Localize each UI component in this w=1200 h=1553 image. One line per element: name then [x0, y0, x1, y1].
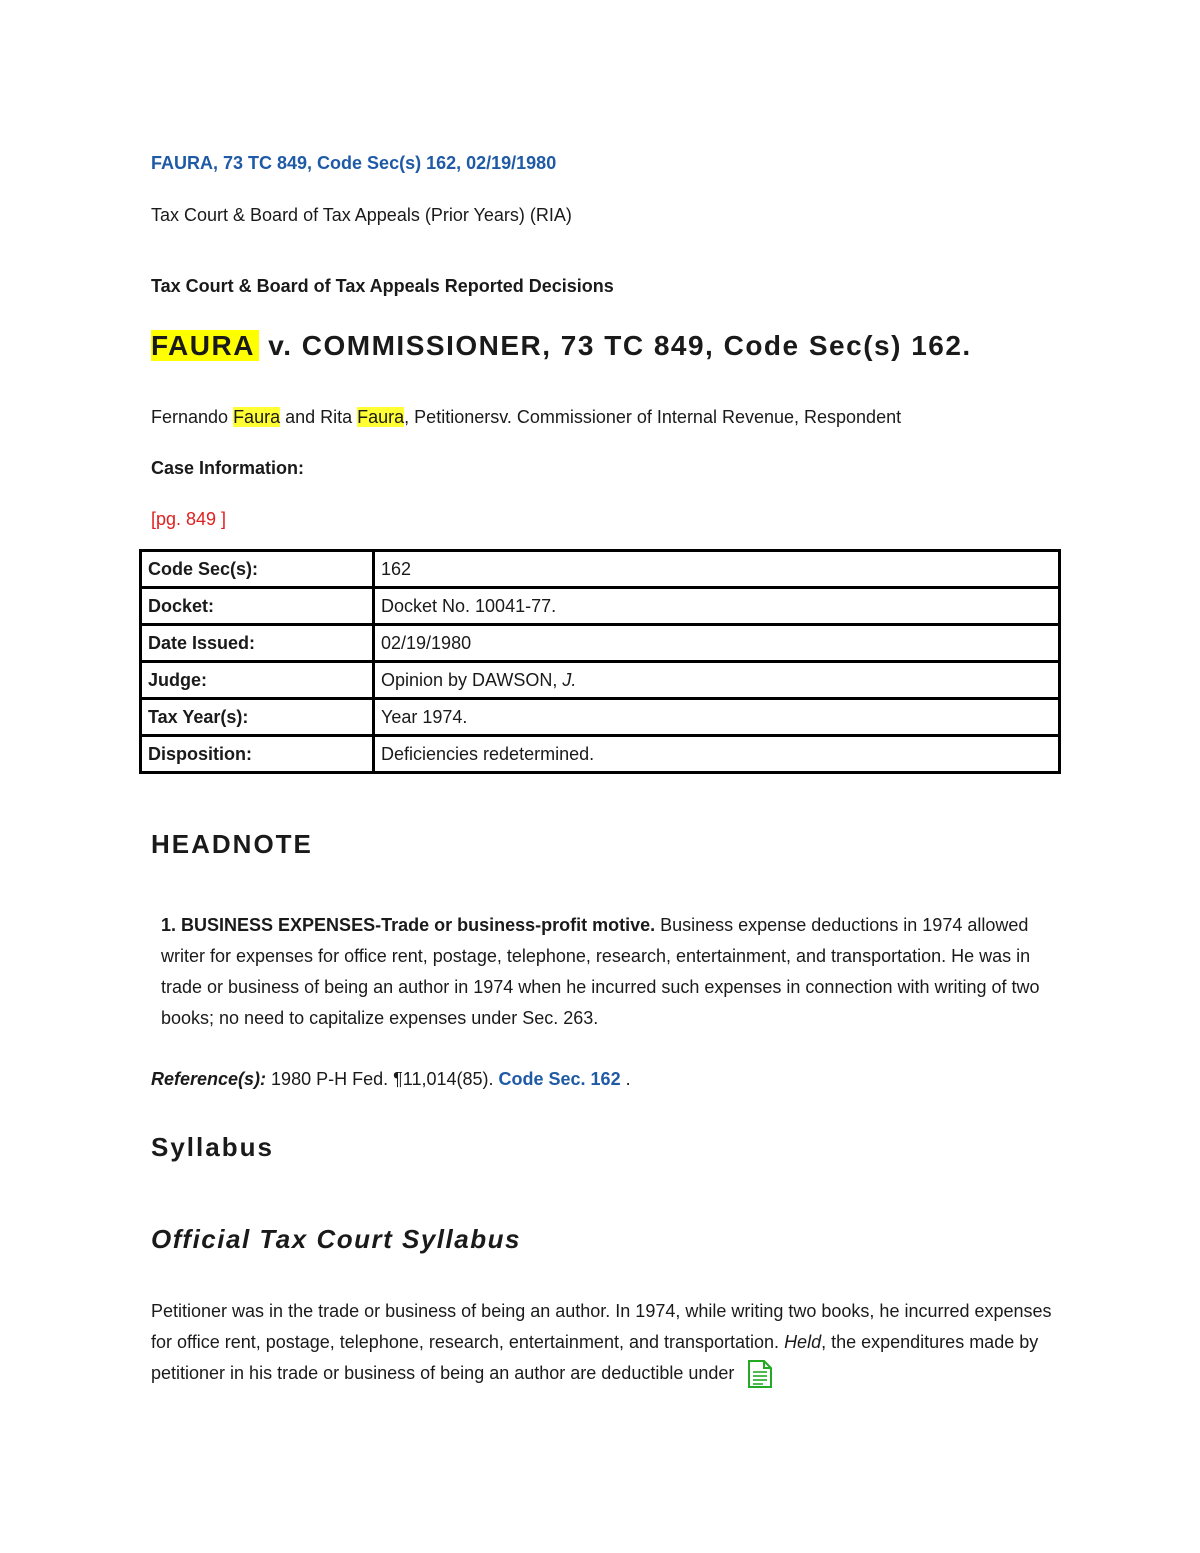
parties-text: , Petitionersv. Commissioner of Internal Revenue, Respondent — [404, 407, 902, 427]
table-key: Tax Year(s): — [141, 699, 374, 736]
reference-line — [151, 1069, 631, 1090]
syllabus-text-part: Petitioner was in the trade or business of being an author. In 1974, while writing two books, he incurred expenses for office rent, postage, telephone, research, entertainment, and transportation. — [151, 1301, 1052, 1352]
reference-text: 1980 P-H Fed. ¶11,014(85). — [266, 1069, 499, 1089]
syllabus-held: Held — [784, 1332, 822, 1352]
document-icon[interactable] — [745, 1359, 775, 1399]
case-title — [151, 330, 972, 362]
parties-text: and Rita — [280, 407, 358, 427]
source-line: Tax Court & Board of Tax Appeals (Prior Years) (RIA) — [151, 205, 572, 225]
syllabus-text — [151, 1296, 1056, 1399]
headnote-item-text: Business expense deductions in 1974 allowed writer for expenses for office rent, postage, telephone, research, entertainment, and transportation. He was in trade or business of being an author in 1974 when he incurred such expenses in connection with writing of two books; no need to capitalize expenses under Sec. 263. — [161, 915, 1040, 1028]
collection-title: Tax Court & Board of Tax Appeals Reported Decisions — [151, 276, 614, 296]
table-value: 02/19/1980 — [374, 625, 1060, 662]
table-row — [141, 662, 1060, 699]
syllabus-heading: Syllabus — [151, 1132, 274, 1162]
parties-text: Fernando — [151, 407, 234, 427]
parties-highlight: Faura — [357, 407, 405, 427]
table-key: Date Issued: — [141, 625, 374, 662]
headnote-item — [161, 910, 1051, 1034]
headnote-item-title: 1. BUSINESS EXPENSES-Trade or business-profit motive. — [161, 915, 656, 935]
table-row — [141, 588, 1060, 625]
table-key: Docket: — [141, 588, 374, 625]
reference-tail: . — [620, 1069, 631, 1089]
code-sec-link[interactable]: Code Sec. 162 — [498, 1069, 621, 1089]
reference-label: Reference(s): — [151, 1069, 267, 1089]
judge-suffix: J. — [562, 669, 577, 690]
table-value: Year 1974. — [374, 699, 1060, 736]
table-value: Deficiencies redetermined. — [374, 736, 1060, 773]
citation-link[interactable]: FAURA, 73 TC 849, Code Sec(s) 162, 02/19/1980 — [151, 153, 557, 173]
table-row — [141, 699, 1060, 736]
table-key: Code Sec(s): — [141, 551, 374, 588]
syllabus-subheading: Official Tax Court Syllabus — [151, 1224, 521, 1254]
case-info-table — [139, 549, 1061, 774]
case-title-rest: v. COMMISSIONER, 73 TC 849, Code Sec(s) 162. — [258, 330, 972, 361]
headnote-heading: HEADNOTE — [151, 829, 313, 859]
case-title-highlight: FAURA — [151, 330, 259, 361]
table-value: Docket No. 10041-77. — [374, 588, 1060, 625]
table-value: 162 — [374, 551, 1060, 588]
case-info-label: Case Information: — [151, 458, 305, 478]
table-row — [141, 625, 1060, 662]
syllabus-text-part: , the expenditures made by petitioner in his trade or business of being an author are deductible under — [151, 1332, 1039, 1383]
table-key: Judge: — [141, 662, 374, 699]
table-value — [374, 662, 1060, 699]
parties-line — [151, 407, 901, 428]
page-reference: [pg. 849 ] — [151, 509, 227, 529]
table-row — [141, 736, 1060, 773]
parties-highlight: Faura — [233, 407, 281, 427]
judge-name: Opinion by DAWSON, — [381, 669, 563, 690]
table-key: Disposition: — [141, 736, 374, 773]
table-row — [141, 551, 1060, 588]
